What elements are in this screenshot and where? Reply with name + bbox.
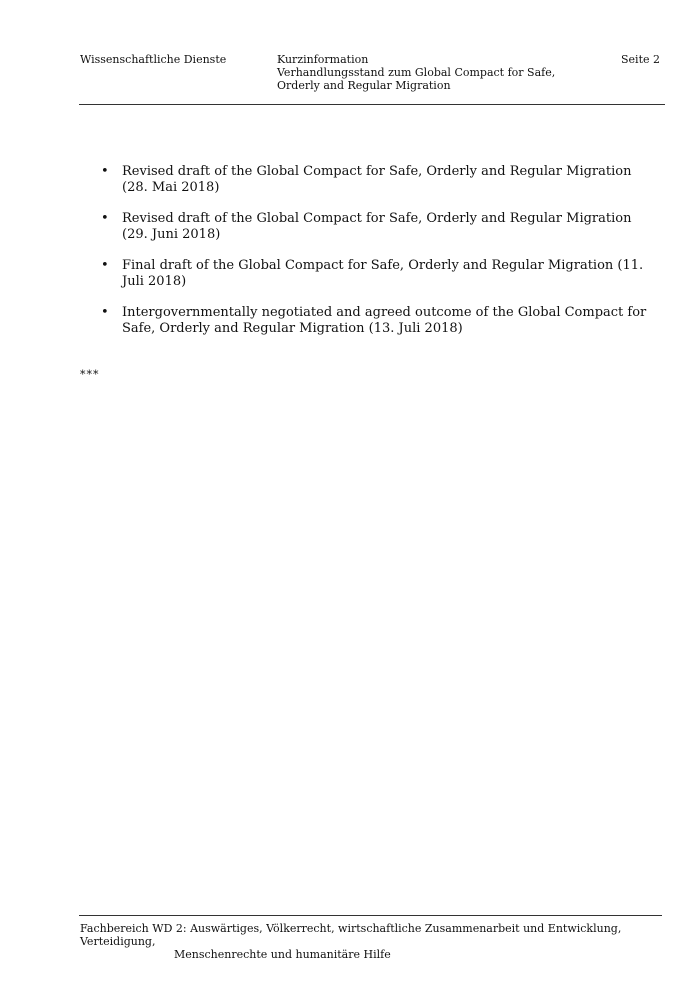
list-item <box>80 211 650 243</box>
list-item <box>80 164 650 196</box>
bullet-icon: • <box>101 164 109 179</box>
section-end-mark: *** <box>80 368 100 381</box>
page-number: Seite 2 <box>621 53 660 66</box>
bullet-icon: • <box>101 258 109 273</box>
list-item <box>80 258 650 290</box>
header-doc-title-line-1: Verhandlungsstand zum Global Compact for Safe, <box>277 66 556 79</box>
footer-line-1: Fachbereich WD 2: Auswärtiges, Völkerrecht, wirtschaftliche Zusammenarbeit und Entwicklung, Verteidigung, <box>80 922 622 948</box>
header-doc-title-line-2: Orderly and Regular Migration <box>277 79 451 92</box>
footer-line-2: Menschenrechte und humanitäre Hilfe <box>174 948 391 961</box>
header-department: Wissenschaftliche Dienste <box>80 53 227 66</box>
list-item-text: Revised draft of the Global Compact for Safe, Orderly and Regular Migration (29. Juni 2018) <box>122 211 632 242</box>
header-doc-type: Kurzinformation <box>277 53 369 66</box>
document-bullet-list <box>80 164 650 352</box>
header-document-title <box>277 53 577 92</box>
list-item-text: Final draft of the Global Compact for Safe, Orderly and Regular Migration (11. Juli 2018) <box>122 258 644 289</box>
header-divider <box>79 104 665 105</box>
bullet-icon: • <box>101 211 109 226</box>
list-item-text: Revised draft of the Global Compact for Safe, Orderly and Regular Migration (28. Mai 2018) <box>122 164 632 195</box>
list-item-text: Intergovernmentally negotiated and agreed outcome of the Global Compact for Safe, Orderly and Regular Migration (13. Juli 2018) <box>122 305 647 336</box>
footer-divider <box>79 915 662 916</box>
footer <box>80 922 660 961</box>
bullet-icon: • <box>101 305 109 320</box>
list-item <box>80 305 650 337</box>
